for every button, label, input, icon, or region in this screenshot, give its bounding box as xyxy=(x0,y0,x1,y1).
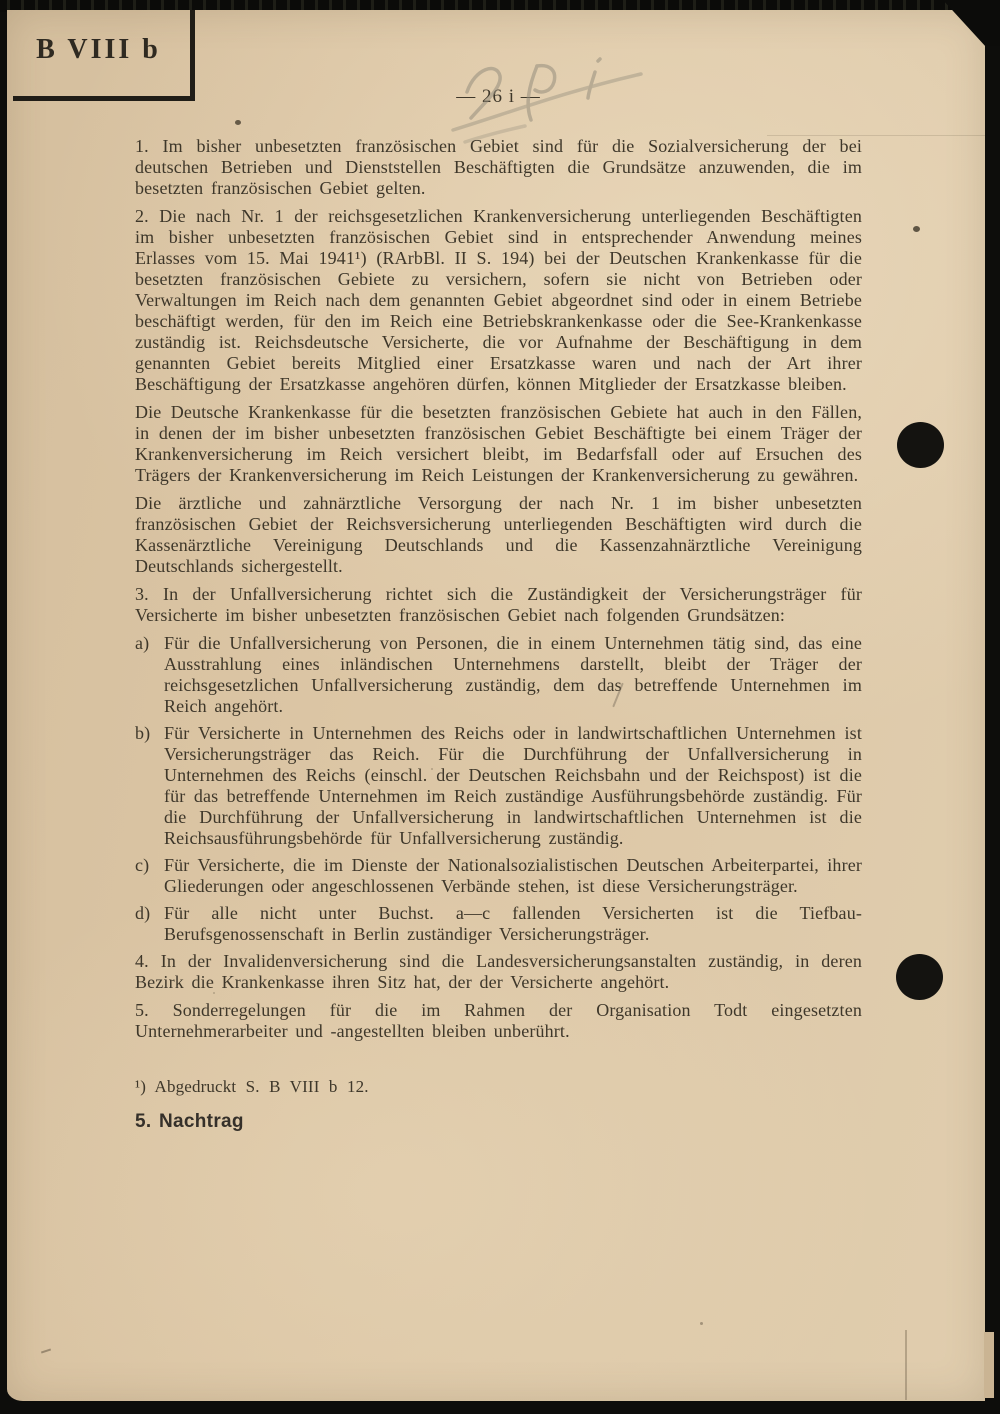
paragraph-4: 4. In der Invalidenversicherung sind die Landesversicherungsanstalten zuständig, in deren Bezirk die Krankenkasse ihren Sitz hat, der der Versicherte angehört. xyxy=(135,951,862,992)
page-footer xyxy=(135,1076,862,1132)
document-page xyxy=(7,10,985,1401)
handwritten-annotation xyxy=(445,30,655,145)
paper-speck xyxy=(700,1322,703,1325)
punch-hole-bottom xyxy=(896,954,943,1000)
document-body xyxy=(135,136,862,1132)
list-item-c xyxy=(135,855,862,897)
supplement-label: 5. Nachtrag xyxy=(135,1111,244,1132)
list-item-a xyxy=(135,633,862,717)
page-number: — 26 i — xyxy=(456,86,541,107)
list-item-b-text: Für Versicherte in Unternehmen des Reichs oder in landwirtschaftlichen Unternehmen ist Versicherungsträger das Reich. Für die Durchführung der Unfallversicherung in Unternehmen des Reichs (einschl. der Deutschen Reichsbahn und der Reichspost) ist die für das betreffende Unternehmen im Reich zuständige Ausführungsbehörde zuständig. Für die Durchführung der Unfallversicherung in landwirtschaftlichen Unternehmen ist die Reichsausführungsbehörde für Unfallversicherung zuständig. xyxy=(164,723,862,848)
pencil-bottom-mark xyxy=(41,1349,51,1354)
punch-hole-top xyxy=(897,422,944,468)
paragraph-2: 2. Die nach Nr. 1 der reichsgesetzlichen Krankenversicherung unterliegenden Beschäftigten im bisher unbesetzten französischen Gebiet sind in entsprechender Anwendung meines Erlasses vom 15. Mai 1941¹) (RArbBl. II S. 194) bei der Deutschen Krankenkasse für die besetzten französischen Gebiete zu versichern, sofern sie nicht von Betrieben oder Verwaltungen im Reich nach dem genannten Gebiet abgeordnet sind oder in einem Betriebe beschäftigt werden, für den im Reich eine Betriebskrankenkasse oder die See-Krankenkasse zuständig ist. Reichsdeutsche Versicherte, die vor Aufnahme der Beschäftigung in dem genannten Gebiet bereits Mitglied einer Ersatzkasse waren und nach der Art ihrer Beschäftigung der Ersatzkasse angehören dürfen, können Mitglieder der Ersatzkasse bleiben. xyxy=(135,206,862,394)
paragraph-1: 1. Im bisher unbesetzten französischen Gebiet sind für die Sozialversicherung der bei deutschen Betrieben und Dienststellen Beschäftigten die Grundsätze anzuwenden, die im besetzten französischen Gebiet gelten. xyxy=(135,136,862,198)
list-item-b-marker: b) xyxy=(135,723,151,743)
list-item-c-marker: c) xyxy=(135,855,150,875)
paper-speck xyxy=(235,120,241,125)
list-item-c-text: Für Versicherte, die im Dienste der Nationalsozialistischen Deutschen Arbeiterpartei, ihrer Gliederungen oder angeschlossenen Verbände stehen, ist diese Versicherungsträger. xyxy=(164,855,862,896)
paragraph-5: 5. Sonderregelungen für die im Rahmen der Organisation Todt eingesetzten Unternehmerarbeiter und -angestellten bleiben unberührt. xyxy=(135,1000,862,1041)
classification-label: B VIII b xyxy=(36,34,161,65)
paragraph-2-continuation-1: Die Deutsche Krankenkasse für die besetzten französischen Gebiete hat auch in den Fällen, in denen der im bisher unbesetzten französischen Gebiet Beschäftigte bei einem Träger der Krankenversicherung im Reich versichert bleibt, im Bedarfsfall oder auf Ersuchen des Trägers der Krankenversicherung im Reich Leistungen der Krankenversicherung zu gewähren. xyxy=(135,402,862,485)
list-item-a-marker: a) xyxy=(135,633,150,653)
list-item-d-marker: d) xyxy=(135,903,151,923)
under-sheet-edge xyxy=(984,1332,994,1398)
list-item-d xyxy=(135,903,862,945)
paragraph-3: 3. In der Unfallversicherung richtet sich die Zuständigkeit der Versicherungsträger für Versicherte im bisher unbesetzten französischen Gebiet nach folgenden Grundsätzen: xyxy=(135,584,862,625)
paper-speck xyxy=(431,768,433,770)
paragraph-2-continuation-2: Die ärztliche und zahnärztliche Versorgung der nach Nr. 1 im bisher unbesetzten französischen Gebiet der Reichsversicherung unterliegenden Beschäftigten wird durch die Kassenärztliche Vereinigung Deutschlands und die Kassenzahnärztliche Vereinigung Deutschlands sichergestellt. xyxy=(135,493,862,576)
sheet-edge-seam xyxy=(905,1330,907,1400)
paper-speck xyxy=(913,226,920,232)
list-item-d-text: Für alle nicht unter Buchst. a—c fallenden Versicherten ist die Tiefbau-Berufsgenossenschaft in Berlin zuständiger Versicherungsträger. xyxy=(164,903,862,944)
paper-speck xyxy=(213,992,215,994)
list-item-b xyxy=(135,723,862,849)
list-item-a-text: Für die Unfallversicherung von Personen, die in einem Unternehmen tätig sind, das eine Ausstrahlung eines inländischen Unternehmens darstellt, bleibt der Träger der reichsgesetzlichen Unfallversicherung zuständig, dem das betreffende Unternehmen im Reich angehört. xyxy=(164,633,862,716)
footnote: ¹) Abgedruckt S. B VIII b 12. xyxy=(135,1077,369,1096)
